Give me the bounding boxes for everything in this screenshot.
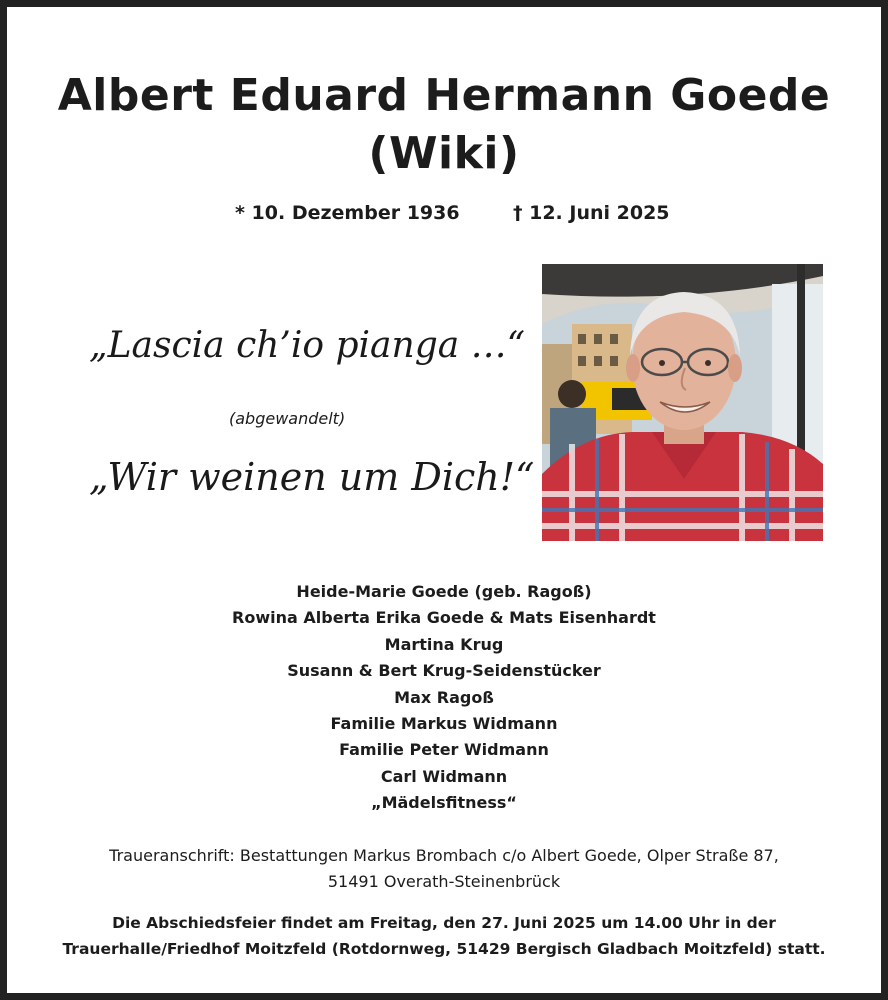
- nickname-line: (Wiki): [368, 128, 520, 179]
- mourner-name: Max Ragoß: [394, 687, 494, 707]
- quote-note: (abgewandelt): [229, 409, 346, 428]
- deceased-name: [7, 67, 881, 183]
- address-line: Traueranschrift: Bestattungen Markus Brombach c/o Albert Goede, Olper Straße 87,: [109, 846, 779, 865]
- mourner-name: Susann & Bert Krug-Seidenstücker: [287, 661, 601, 681]
- ceremony-line: Trauerhalle/Friedhof Moitzfeld (Rotdornweg, 51429 Bergisch Gladbach Moitzfeld) statt.: [62, 940, 826, 958]
- portrait-photo: [542, 264, 823, 541]
- portrait-illustration: [542, 264, 823, 541]
- death-date: † 12. Juni 2025: [513, 202, 670, 224]
- mourner-name: „Mädelsfitness“: [371, 793, 517, 813]
- mourner-name: Familie Markus Widmann: [330, 714, 558, 734]
- address-line: 51491 Overath-Steinenbrück: [327, 872, 561, 891]
- mourner-name: Rowina Alberta Erika Goede & Mats Eisenhardt: [232, 608, 656, 628]
- mourner-name: Martina Krug: [384, 634, 504, 654]
- name-line: Albert Eduard Hermann Goede: [57, 70, 831, 121]
- mourner-name: Carl Widmann: [380, 766, 508, 786]
- ceremony-line: Die Abschiedsfeier findet am Freitag, den 27. Juni 2025 um 14.00 Uhr in der: [112, 914, 776, 932]
- mourning-address: [7, 843, 881, 895]
- quote-secondary: „Wir weinen um Dich!“: [89, 455, 535, 499]
- mourner-name: Familie Peter Widmann: [339, 740, 549, 760]
- birth-date: * 10. Dezember 1936: [235, 202, 460, 224]
- mourner-name: Heide-Marie Goede (geb. Ragoß): [296, 582, 592, 601]
- life-dates: [7, 202, 881, 228]
- mourners-list: [7, 579, 881, 817]
- ceremony-notice: [7, 910, 881, 962]
- quote-primary: „Lascia ch’io pianga …“: [89, 325, 526, 366]
